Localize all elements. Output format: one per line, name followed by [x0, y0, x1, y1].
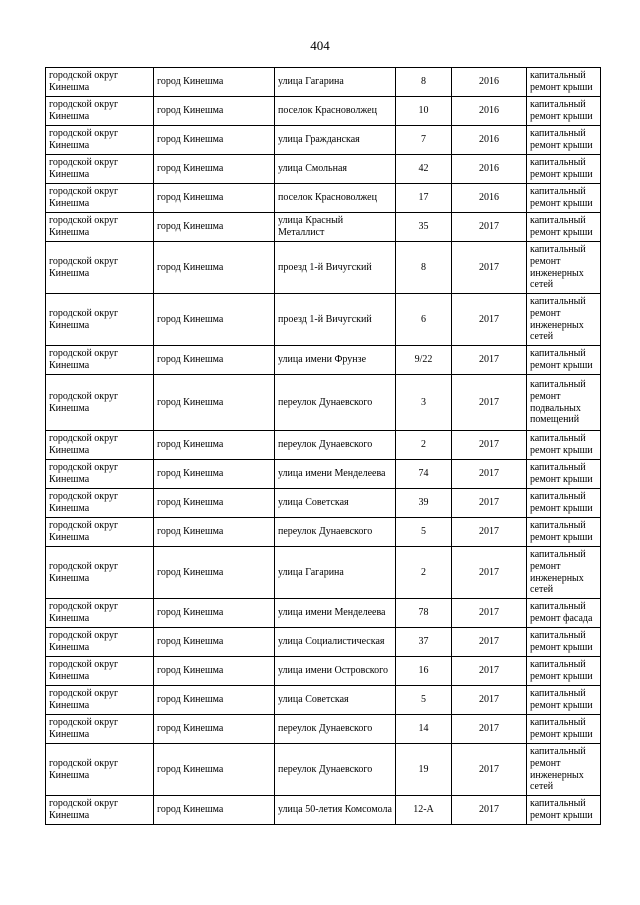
table-row: [46, 126, 601, 155]
district-cell: городской округ Кинешма: [46, 744, 154, 796]
district-cell: городской округ Кинешма: [46, 547, 154, 599]
table-row: [46, 68, 601, 97]
house-number-cell: 17: [396, 184, 452, 213]
table-row: [46, 686, 601, 715]
table-row: [46, 97, 601, 126]
district-cell: городской округ Кинешма: [46, 213, 154, 242]
work-type-cell: капитальный ремонт крыши: [527, 715, 601, 744]
house-number-cell: 78: [396, 599, 452, 628]
year-cell: 2017: [452, 242, 527, 294]
city-cell: город Кинешма: [154, 460, 275, 489]
district-cell: городской округ Кинешма: [46, 155, 154, 184]
year-cell: 2017: [452, 744, 527, 796]
year-cell: 2017: [452, 547, 527, 599]
city-cell: город Кинешма: [154, 375, 275, 431]
house-number-cell: 5: [396, 686, 452, 715]
street-cell: улица имени Менделеева: [275, 460, 396, 489]
street-cell: улица имени Менделеева: [275, 599, 396, 628]
table-row: [46, 547, 601, 599]
house-number-cell: 2: [396, 431, 452, 460]
city-cell: город Кинешма: [154, 294, 275, 346]
city-cell: город Кинешма: [154, 184, 275, 213]
street-cell: улица Гражданская: [275, 126, 396, 155]
district-cell: городской округ Кинешма: [46, 242, 154, 294]
street-cell: поселок Красноволжец: [275, 184, 396, 213]
work-type-cell: капитальный ремонт инженерных сетей: [527, 547, 601, 599]
work-type-cell: капитальный ремонт крыши: [527, 213, 601, 242]
table-row: [46, 213, 601, 242]
street-cell: переулок Дунаевского: [275, 375, 396, 431]
city-cell: город Кинешма: [154, 126, 275, 155]
table-row: [46, 184, 601, 213]
city-cell: город Кинешма: [154, 547, 275, 599]
table-row: [46, 657, 601, 686]
house-number-cell: 6: [396, 294, 452, 346]
house-number-cell: 39: [396, 489, 452, 518]
year-cell: 2017: [452, 686, 527, 715]
year-cell: 2016: [452, 68, 527, 97]
city-cell: город Кинешма: [154, 599, 275, 628]
table-row: [46, 431, 601, 460]
district-cell: городской округ Кинешма: [46, 184, 154, 213]
district-cell: городской округ Кинешма: [46, 715, 154, 744]
city-cell: город Кинешма: [154, 715, 275, 744]
city-cell: город Кинешма: [154, 796, 275, 825]
year-cell: 2017: [452, 657, 527, 686]
work-type-cell: капитальный ремонт подвальных помещений: [527, 375, 601, 431]
house-number-cell: 42: [396, 155, 452, 184]
work-type-cell: капитальный ремонт инженерных сетей: [527, 744, 601, 796]
city-cell: город Кинешма: [154, 518, 275, 547]
city-cell: город Кинешма: [154, 489, 275, 518]
street-cell: проезд 1-й Вичугский: [275, 294, 396, 346]
work-type-cell: капитальный ремонт крыши: [527, 686, 601, 715]
year-cell: 2017: [452, 346, 527, 375]
work-type-cell: капитальный ремонт крыши: [527, 628, 601, 657]
year-cell: 2017: [452, 213, 527, 242]
house-number-cell: 12-А: [396, 796, 452, 825]
city-cell: город Кинешма: [154, 346, 275, 375]
house-number-cell: 10: [396, 97, 452, 126]
table-row: [46, 796, 601, 825]
table-row: [46, 294, 601, 346]
house-number-cell: 9/22: [396, 346, 452, 375]
table-row: [46, 346, 601, 375]
city-cell: город Кинешма: [154, 628, 275, 657]
street-cell: переулок Дунаевского: [275, 431, 396, 460]
house-number-cell: 37: [396, 628, 452, 657]
district-cell: городской округ Кинешма: [46, 518, 154, 547]
table-row: [46, 715, 601, 744]
work-type-cell: капитальный ремонт крыши: [527, 126, 601, 155]
year-cell: 2017: [452, 796, 527, 825]
city-cell: город Кинешма: [154, 155, 275, 184]
table-row: [46, 155, 601, 184]
work-type-cell: капитальный ремонт крыши: [527, 489, 601, 518]
street-cell: переулок Дунаевского: [275, 744, 396, 796]
work-type-cell: капитальный ремонт крыши: [527, 796, 601, 825]
city-cell: город Кинешма: [154, 97, 275, 126]
table-row: [46, 744, 601, 796]
work-type-cell: капитальный ремонт инженерных сетей: [527, 294, 601, 346]
house-number-cell: 3: [396, 375, 452, 431]
year-cell: 2017: [452, 431, 527, 460]
house-number-cell: 8: [396, 68, 452, 97]
street-cell: улица 50-летия Комсомола: [275, 796, 396, 825]
work-type-cell: капитальный ремонт крыши: [527, 518, 601, 547]
work-type-cell: капитальный ремонт крыши: [527, 346, 601, 375]
year-cell: 2017: [452, 599, 527, 628]
work-type-cell: капитальный ремонт фасада: [527, 599, 601, 628]
district-cell: городской округ Кинешма: [46, 375, 154, 431]
city-cell: город Кинешма: [154, 431, 275, 460]
table-body: [46, 68, 601, 825]
street-cell: улица имени Островского: [275, 657, 396, 686]
year-cell: 2016: [452, 97, 527, 126]
street-cell: улица Красный Металлист: [275, 213, 396, 242]
work-type-cell: капитальный ремонт крыши: [527, 97, 601, 126]
district-cell: городской округ Кинешма: [46, 460, 154, 489]
year-cell: 2017: [452, 460, 527, 489]
year-cell: 2017: [452, 375, 527, 431]
city-cell: город Кинешма: [154, 242, 275, 294]
street-cell: улица Советская: [275, 686, 396, 715]
house-number-cell: 74: [396, 460, 452, 489]
house-number-cell: 2: [396, 547, 452, 599]
district-cell: городской округ Кинешма: [46, 489, 154, 518]
street-cell: переулок Дунаевского: [275, 518, 396, 547]
district-cell: городской округ Кинешма: [46, 599, 154, 628]
district-cell: городской округ Кинешма: [46, 431, 154, 460]
year-cell: 2016: [452, 184, 527, 213]
street-cell: улица Социалистическая: [275, 628, 396, 657]
table-row: [46, 375, 601, 431]
city-cell: город Кинешма: [154, 686, 275, 715]
district-cell: городской округ Кинешма: [46, 796, 154, 825]
table-row: [46, 242, 601, 294]
table-row: [46, 518, 601, 547]
year-cell: 2017: [452, 628, 527, 657]
street-cell: улица Советская: [275, 489, 396, 518]
year-cell: 2016: [452, 126, 527, 155]
district-cell: городской округ Кинешма: [46, 126, 154, 155]
year-cell: 2016: [452, 155, 527, 184]
work-type-cell: капитальный ремонт крыши: [527, 460, 601, 489]
table-row: [46, 460, 601, 489]
street-cell: проезд 1-й Вичугский: [275, 242, 396, 294]
work-type-cell: капитальный ремонт крыши: [527, 657, 601, 686]
city-cell: город Кинешма: [154, 213, 275, 242]
street-cell: поселок Красноволжец: [275, 97, 396, 126]
repair-schedule-table: [45, 67, 601, 825]
street-cell: улица Гагарина: [275, 547, 396, 599]
page-number: 404: [310, 38, 330, 53]
year-cell: 2017: [452, 294, 527, 346]
work-type-cell: капитальный ремонт крыши: [527, 431, 601, 460]
house-number-cell: 35: [396, 213, 452, 242]
street-cell: переулок Дунаевского: [275, 715, 396, 744]
street-cell: улица Гагарина: [275, 68, 396, 97]
street-cell: улица Смольная: [275, 155, 396, 184]
house-number-cell: 16: [396, 657, 452, 686]
house-number-cell: 14: [396, 715, 452, 744]
year-cell: 2017: [452, 489, 527, 518]
table-row: [46, 599, 601, 628]
work-type-cell: капитальный ремонт инженерных сетей: [527, 242, 601, 294]
table-row: [46, 628, 601, 657]
district-cell: городской округ Кинешма: [46, 628, 154, 657]
house-number-cell: 7: [396, 126, 452, 155]
house-number-cell: 5: [396, 518, 452, 547]
work-type-cell: капитальный ремонт крыши: [527, 184, 601, 213]
city-cell: город Кинешма: [154, 744, 275, 796]
city-cell: город Кинешма: [154, 657, 275, 686]
district-cell: городской округ Кинешма: [46, 97, 154, 126]
house-number-cell: 19: [396, 744, 452, 796]
district-cell: городской округ Кинешма: [46, 346, 154, 375]
district-cell: городской округ Кинешма: [46, 294, 154, 346]
street-cell: улица имени Фрунзе: [275, 346, 396, 375]
district-cell: городской округ Кинешма: [46, 686, 154, 715]
house-number-cell: 8: [396, 242, 452, 294]
district-cell: городской округ Кинешма: [46, 68, 154, 97]
year-cell: 2017: [452, 518, 527, 547]
city-cell: город Кинешма: [154, 68, 275, 97]
work-type-cell: капитальный ремонт крыши: [527, 68, 601, 97]
district-cell: городской округ Кинешма: [46, 657, 154, 686]
table-row: [46, 489, 601, 518]
work-type-cell: капитальный ремонт крыши: [527, 155, 601, 184]
year-cell: 2017: [452, 715, 527, 744]
